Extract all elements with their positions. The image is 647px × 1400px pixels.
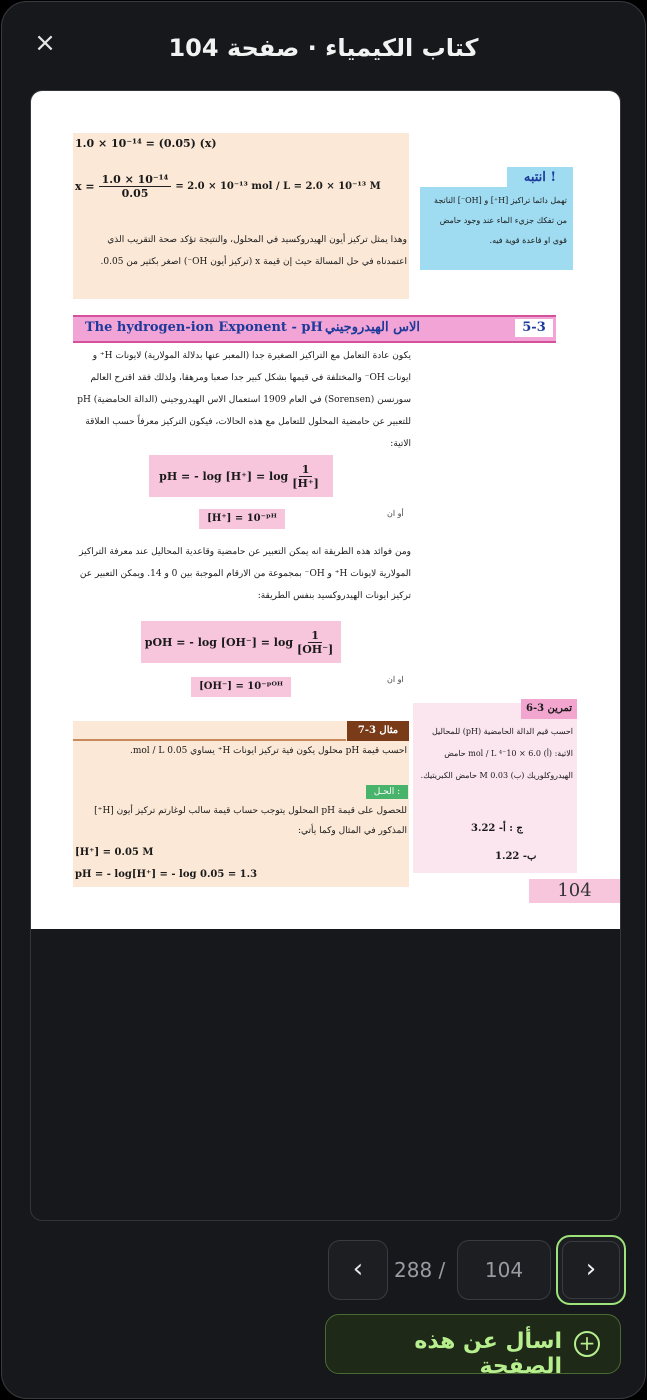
- ask-about-page-button[interactable]: [325, 1314, 621, 1379]
- close-icon[interactable]: ×: [34, 28, 56, 58]
- page-viewer[interactable]: [30, 90, 621, 1221]
- poh-denominator: [OH⁻]: [297, 642, 334, 656]
- solution-text: للحصول على قيمة pH المحلول يتوجب حساب قيمة سالب لوغارتم تركيز أيون [H⁺] المذكور في المثال وكما يأتي:: [94, 806, 407, 836]
- chevron-right-icon: ›: [562, 1241, 620, 1299]
- drill-tab: تمرين 3-6: [521, 699, 577, 719]
- equation-2-fraction: [99, 173, 172, 200]
- equation-2-right: = 2.0 × 10⁻¹³ mol / L = 2.0 × 10⁻¹³ M: [175, 181, 381, 192]
- h-equation: [H⁺] = 10⁻ᵖᴴ: [199, 509, 285, 529]
- banner-english: The hydrogen-ion Exponent - pH: [85, 320, 323, 335]
- paragraph-2: يكون عادة التعامل مع التراكيز الصغيرة جدا (المعبر عنها بدلالة المولارية) لايونات H⁺ و ايونات OH⁻ والمختلفة في قيمها بشكل كبير جدا صعبا ومرهقا، ولذلك فقد اقترح العالم سورنسن (Sorensen) في العام 1909 استعمال الاس الهيدروجيني (الدالة الحامضية) pH للتعبير عن حامضية المحلول للتعامل مع هذه الحالات، فيكون التركيز معرفاً حسب العلاقة الاتية:: [77, 351, 411, 449]
- ph-fraction: [292, 463, 319, 490]
- modal: [1, 1, 646, 1399]
- equation-2-denominator: 0.05: [121, 187, 149, 200]
- page-total: 288 /: [394, 1258, 446, 1282]
- page-number-input[interactable]: 104: [457, 1240, 551, 1300]
- solution-equation-2: pH = - log[H⁺] = - log 0.05 = 1.3: [75, 869, 258, 880]
- poh-equation-left: pOH = - log [OH⁻] = log: [144, 635, 294, 649]
- poh-equation: [141, 621, 341, 663]
- poh-fraction: [297, 629, 333, 656]
- top-solution-block: [73, 133, 409, 299]
- note-text: تهمل دائما تراكيز [H⁺] و [OH⁻] الناتجة من تفكك جزيء الماء عند وجود حامض قوي او قاعدة قوية فيه.: [434, 196, 567, 245]
- note-title: انتبه !: [507, 167, 573, 189]
- ask-button-label: اسأل عن هذه الصفحة: [414, 1329, 562, 1379]
- or-label-1: أو ان: [387, 509, 404, 518]
- note-box: [420, 187, 573, 270]
- textbook-page: [31, 91, 620, 929]
- example-text: احسب قيمة pH محلول يكون فية تركيز ايونات H⁺ يساوي 0.05 mol / L.: [129, 746, 407, 756]
- ph-equation: [149, 455, 333, 497]
- page-number: 104: [529, 879, 620, 903]
- drill-text: احسب قيم الدالة الحامضية (pH) للمحاليل الاتية: (أ) 6.0 × 10⁻⁴ mol / L حامض الهيدروكلوريك (ب) 0.03 M حامض الكبريتيك.: [420, 727, 573, 780]
- equation-2-numerator: 1.0 × 10⁻¹⁴: [99, 173, 172, 187]
- equation-1: 1.0 × 10⁻¹⁴ = (0.05) (x): [75, 137, 217, 150]
- ph-equation-left: pH = - log [H⁺] = log: [159, 469, 289, 483]
- equation-2-left: x =: [75, 180, 95, 193]
- next-page-button[interactable]: [556, 1235, 626, 1305]
- or-label-2: او ان: [387, 675, 404, 684]
- oh-equation: [OH⁻] = 10⁻ᵖᴼᴴ: [191, 677, 291, 697]
- poh-numerator: 1: [308, 629, 322, 643]
- ph-numerator: 1: [299, 463, 313, 477]
- drill-answer-2: ب- 1.22: [495, 851, 537, 862]
- paragraph-1: وهذا يمثل تركيز أيون الهيدروكسيد في المحلول، والنتيجة تؤكد صحة التقريب الذي اعتمدناه في حل المسالة حيث إن قيمة x (تركيز أيون OH⁻) اصغر بكثير من 0.05.: [100, 235, 407, 267]
- chevron-left-icon: ‹: [352, 1254, 364, 1284]
- drill-answer-1: ج : أ- 3.22: [471, 823, 523, 834]
- paragraph-3: ومن فوائد هذه الطريقة انه يمكن التعبير عن حامضية وقاعدية المحاليل عند معرفة التراكيز المولارية لايونات H⁺ و OH⁻ بمجموعة من الارقام الموجبة بين 0 و 14. ويمكن التعبير عن تركيز ايونات الهيدروكسيد بنفس الطريقة:: [79, 547, 411, 601]
- ph-denominator: [H⁺]: [292, 476, 319, 490]
- plus-circle-icon: +: [574, 1331, 600, 1357]
- example-tab: مثال 3-7: [347, 721, 409, 741]
- banner-number: 5-3: [515, 319, 553, 337]
- page-title: كتاب الكيمياء · صفحة 104: [168, 34, 479, 62]
- section-banner: [73, 315, 556, 343]
- equation-2: [75, 173, 381, 200]
- banner-arabic: الاس الهيدروجيني: [325, 320, 421, 335]
- solution-equation-1: [H⁺] = 0.05 M: [75, 847, 154, 858]
- solution-tab: الحـل :: [366, 785, 408, 799]
- prev-page-button[interactable]: [328, 1240, 388, 1300]
